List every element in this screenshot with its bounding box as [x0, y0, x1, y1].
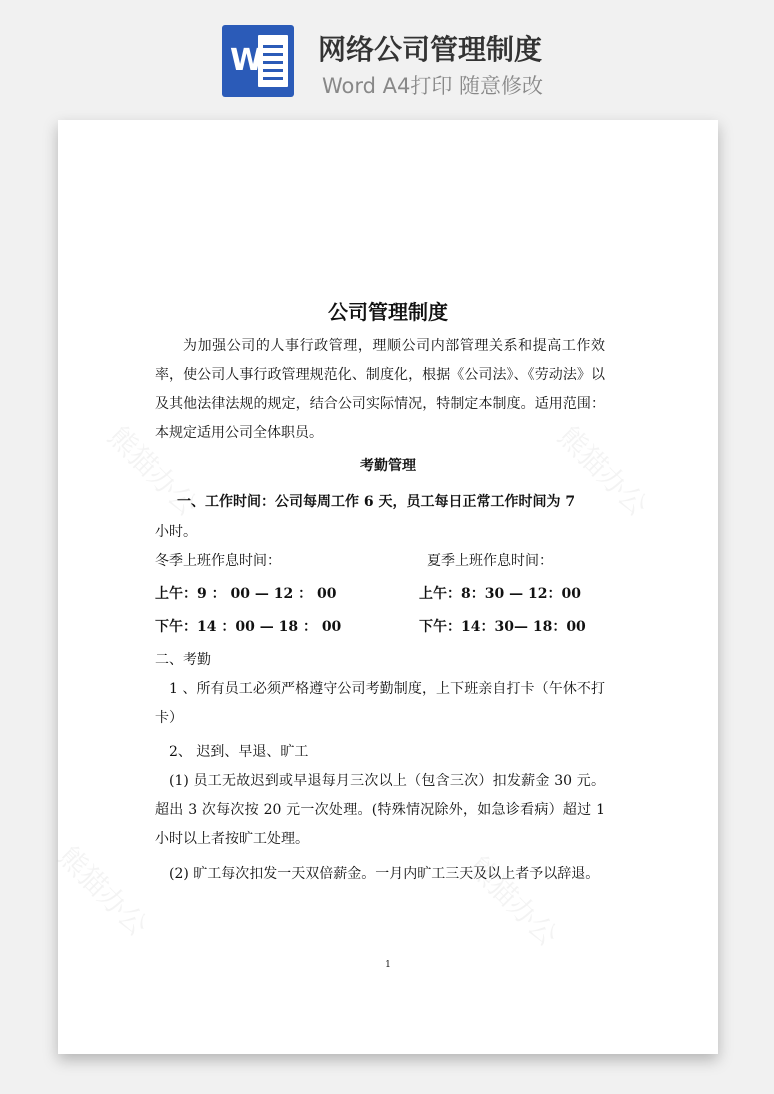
heading-attendance: 二、考勤 [155, 652, 211, 668]
rule-2-2: (2) 旷工每次扣发一天双倍薪金。一月内旷工三天及以上者予以辞退。 [169, 866, 600, 882]
document-page [51, 120, 718, 1054]
header-banner [0, 0, 774, 110]
section-title-attendance: 考勤管理 [360, 458, 416, 474]
winter-morning-hours: 上午：9 ： 00 — 12 ： 00 [155, 586, 337, 602]
watermark: 熊猫办公 [551, 419, 655, 523]
winter-afternoon-hours: 下午：14 ：00 — 18 ： 00 [155, 619, 342, 635]
rule-2: 2、 迟到、早退、旷工 [169, 744, 309, 760]
summer-schedule-label: 夏季上班作息时间： [427, 553, 553, 569]
rule-2-1: (1) 员工无故迟到或早退每月三次以上（包含三次）扣发薪金 30 元。超出 3 次每次按 20 元一次处理。(特殊情况除外，如急诊看病）超过 1 小时以上者按旷工处理。 [155, 773, 605, 847]
word-doc-icon [222, 25, 294, 97]
work-time-line-cont: 小时。 [155, 524, 197, 540]
banner-subtitle: Word A4打印 随意修改 [322, 74, 544, 98]
watermark: 熊猫办公 [101, 419, 205, 523]
summer-morning-hours: 上午：8：30 — 12：00 [419, 586, 581, 602]
watermark: 熊猫办公 [51, 839, 155, 943]
watermark: 熊猫办公 [461, 849, 565, 953]
work-time-line: 一、工作时间：公司每周工作 6 天，员工每日正常工作时间为 7 [177, 494, 576, 510]
intro-paragraph: 为加强公司的人事行政管理，理顺公司内部管理关系和提高工作效率，使公司人事行政管理规范化、制度化，根据《公司法》、《劳动法》以及其他法律法规的规定，结合公司实际情况，特制定本制度。适用范围：本规定适用公司全体职员。 [155, 338, 605, 441]
rule-1: 1 、所有员工必须严格遵守公司考勤制度，上下班亲自打卡（午休不打卡） [155, 681, 605, 726]
summer-afternoon-hours: 下午：14：30— 18：00 [419, 619, 586, 635]
word-icon-letter: W [230, 43, 264, 78]
document-title: 公司管理制度 [328, 300, 448, 324]
page-number: 1 [385, 960, 391, 970]
banner-title: 网络公司管理制度 [318, 33, 543, 66]
winter-schedule-label: 冬季上班作息时间： [155, 553, 281, 569]
